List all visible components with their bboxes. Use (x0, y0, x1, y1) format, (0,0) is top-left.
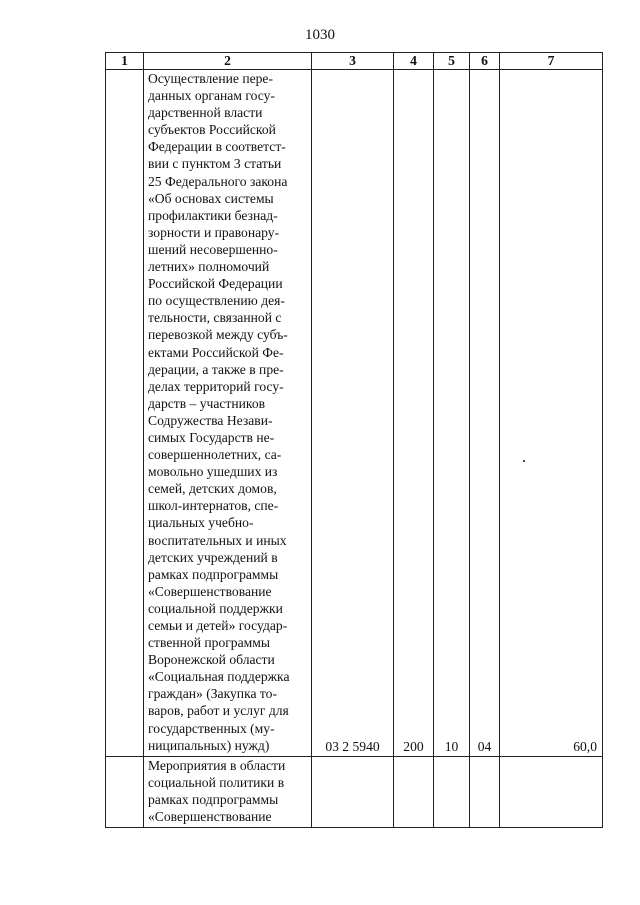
row-1-section: 10 (434, 70, 470, 757)
desc-line: шений несовершенно- (148, 241, 278, 257)
desc-line: по осуществлению дея- (148, 293, 285, 309)
desc-line: «Социальная поддержка (148, 669, 290, 685)
desc-line: граждан» (Закупка то- (148, 686, 277, 702)
desc-line: профилактики безнад- (148, 207, 278, 223)
desc-line: перевозкой между субъ- (148, 327, 288, 343)
desc-line: Осуществление пере- (148, 71, 273, 86)
desc-line: 25 Федерального закона (148, 173, 288, 189)
table-row (106, 70, 603, 757)
row-2-section (434, 756, 470, 827)
desc-line: субъектов Российской (148, 122, 276, 138)
desc-line: ственной программы (148, 635, 270, 651)
desc-line: мовольно ушедших из (148, 464, 278, 480)
desc-line: социальной поддержки (148, 600, 283, 616)
row-1-col-1 (106, 70, 144, 757)
row-2-target-code (312, 756, 394, 827)
desc-line: школ-интернатов, спе- (148, 498, 279, 514)
row-1-description (144, 70, 312, 757)
header-col-5: 5 (434, 53, 470, 70)
desc-line: данных органам госу- (148, 88, 275, 104)
row-2-amount (500, 756, 603, 827)
desc-line: Российской Федерации (148, 276, 283, 292)
desc-line: ектами Российской Фе- (148, 344, 284, 360)
row-1-expense-type: 200 (394, 70, 434, 757)
desc-line: вии с пунктом 3 статьи (148, 156, 282, 172)
desc-line: детских учреждений в (148, 549, 278, 565)
row-1-target-code: 03 2 5940 (312, 70, 394, 757)
desc-line: ниципальных) нужд) (148, 737, 270, 753)
page-number: 1030 (305, 27, 335, 43)
desc-line: летних» полномочий (148, 259, 270, 275)
scan-speck (523, 460, 525, 462)
header-col-7: 7 (500, 53, 603, 70)
desc-line: делах территорий госу- (148, 378, 284, 394)
desc-line: семей, детских домов, (148, 481, 277, 497)
row-1-amount: 60,0 (500, 70, 603, 757)
desc-line: рамках подпрограммы (148, 566, 279, 582)
desc-line: Федерации в соответст- (148, 139, 286, 155)
desc-line: «Совершенствование (148, 583, 272, 599)
row-2-col-1 (106, 756, 144, 827)
desc-line: рамках подпрограммы (148, 791, 279, 807)
budget-table (105, 52, 603, 828)
table-row (106, 756, 603, 827)
header-col-6: 6 (470, 53, 500, 70)
row-2-description (144, 756, 312, 827)
header-col-2: 2 (144, 53, 312, 70)
desc-line: «Совершенствование (148, 809, 272, 825)
desc-line: государственных (му- (148, 720, 275, 736)
desc-line: семьи и детей» государ- (148, 618, 288, 633)
desc-line: зорности и правонару- (148, 224, 280, 240)
row-2-subsection (470, 756, 500, 827)
header-col-3: 3 (312, 53, 394, 70)
desc-line: воспитательных и иных (148, 532, 287, 548)
header-row (106, 53, 603, 70)
header-col-1: 1 (106, 53, 144, 70)
row-1-subsection: 04 (470, 70, 500, 757)
desc-line: варов, работ и услуг для (148, 703, 289, 719)
desc-line: тельности, связанной с (148, 310, 282, 326)
header-col-4: 4 (394, 53, 434, 70)
desc-line: Мероприятия в области (148, 757, 286, 773)
desc-line: «Об основах системы (148, 190, 274, 206)
desc-line: социальной политики в (148, 774, 285, 790)
desc-line: симых Государств не- (148, 429, 275, 445)
desc-line: дерации, а также в пре- (148, 361, 284, 377)
desc-line: дарственной власти (148, 105, 263, 121)
desc-line: совершеннолетних, са- (148, 447, 282, 463)
desc-line: Содружества Незави- (148, 412, 273, 428)
desc-line: циальных учебно- (148, 515, 254, 531)
row-2-expense-type (394, 756, 434, 827)
desc-line: Воронежской области (148, 652, 275, 668)
desc-line: дарств – участников (148, 395, 266, 411)
